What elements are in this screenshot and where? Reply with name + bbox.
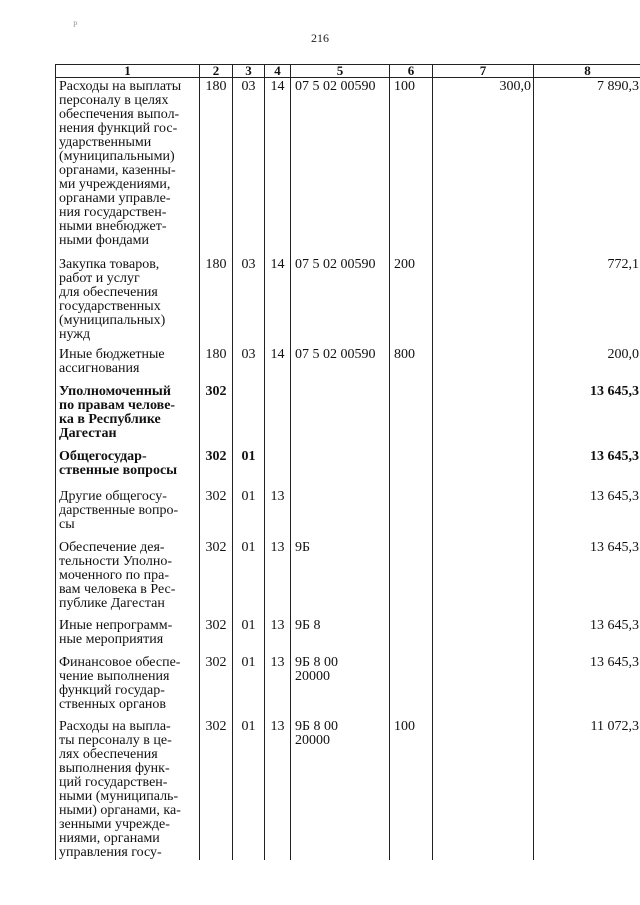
- header-row: [56, 65, 640, 78]
- row-section-cell: [233, 654, 265, 718]
- row-target-article-text: 9Б 8: [295, 617, 321, 633]
- row-subsection-text: 14: [270, 256, 285, 272]
- table-row: [56, 617, 640, 654]
- row-amount-8-text: 13 645,3: [590, 488, 639, 504]
- row-chapter-text: 180: [205, 346, 227, 362]
- row-amount-7-cell: [433, 448, 534, 488]
- row-amount-8-cell: [534, 718, 640, 860]
- table-row: [56, 383, 640, 448]
- row-amount-8-cell: [534, 488, 640, 539]
- row-target-article-cell: [291, 539, 390, 617]
- row-subsection-cell: [265, 256, 291, 346]
- table-row: [56, 256, 640, 346]
- row-section-cell: [233, 718, 265, 860]
- row-amount-8-text: 772,1: [607, 256, 639, 272]
- row-subsection-text: 13: [270, 617, 285, 633]
- row-name-text: Обеспечение дея- тельности Уполно- моченного по пра- вам человека в Рес- публике Дагестан: [59, 539, 176, 611]
- row-section-cell: [233, 78, 265, 256]
- row-chapter-text: 302: [205, 539, 227, 555]
- row-chapter-text: 302: [205, 654, 227, 670]
- row-section-cell: [233, 448, 265, 488]
- header-cell-7: 7: [433, 65, 534, 78]
- row-section-text: 03: [241, 79, 256, 94]
- row-name-text: Закупка товаров, работ и услуг для обеспечения государственных (муниципальных) нужд: [59, 256, 166, 342]
- row-name-text: Иные непрограмм- ные мероприятия: [59, 617, 173, 647]
- row-name-cell: [56, 617, 200, 654]
- table-body: [56, 78, 640, 860]
- table-row: [56, 488, 640, 539]
- row-amount-7-text: 300,0: [499, 79, 531, 94]
- row-amount-8-text: 13 645,3: [590, 617, 639, 633]
- row-expense-type-text: 100: [394, 79, 415, 94]
- row-section-text: 01: [241, 448, 256, 464]
- row-name-text: Расходы на выплаты персоналу в целях обеспечения выпол- нения функций гос- ударственными (муниципальными) органами, казенны- ми учреждениями, органами управле- ния государствен- ными внебюджет- ными фондами: [59, 79, 182, 248]
- table-row: [56, 346, 640, 383]
- row-expense-type-cell: [390, 448, 433, 488]
- row-subsection-cell: [265, 448, 291, 488]
- row-amount-8-text: 11 072,3: [590, 718, 639, 734]
- row-name-text: Финансовое обеспе- чение выполнения функций государ- ственных органов: [59, 654, 181, 712]
- page-number: 216: [311, 31, 329, 45]
- table-row: [56, 78, 640, 256]
- row-expense-type-cell: [390, 539, 433, 617]
- scan-speck: P: [73, 20, 78, 29]
- row-name-cell: [56, 383, 200, 448]
- row-chapter-cell: [200, 448, 233, 488]
- row-section-text: 01: [241, 654, 256, 670]
- row-expense-type-text: 200: [394, 256, 415, 272]
- row-amount-8-cell: [534, 617, 640, 654]
- header-cell-6: 6: [390, 65, 433, 78]
- row-chapter-cell: [200, 383, 233, 448]
- row-amount-8-cell: [534, 346, 640, 383]
- row-section-text: 01: [241, 488, 256, 504]
- row-subsection-cell: [265, 78, 291, 256]
- row-chapter-cell: [200, 539, 233, 617]
- row-section-text: 01: [241, 617, 256, 633]
- row-expense-type-cell: [390, 78, 433, 256]
- row-name-text: Расходы на выпла- ты персоналу в це- лях обеспечения выполнения функ- ций государствен- ными (муниципаль- ными) органами, ка- зенными учрежде- ниями, органами управления госу-: [59, 718, 181, 860]
- row-name-text: Уполномоченный по правам челове- ка в Республике Дагестан: [59, 383, 176, 441]
- row-expense-type-text: 100: [394, 718, 415, 734]
- row-expense-type-cell: [390, 654, 433, 718]
- row-section-text: 01: [241, 539, 256, 555]
- row-amount-7-cell: [433, 617, 534, 654]
- row-target-article-cell: [291, 617, 390, 654]
- row-name-cell: [56, 256, 200, 346]
- row-expense-type-cell: [390, 488, 433, 539]
- row-target-article-text: 07 5 02 00590: [295, 79, 376, 94]
- row-target-article-cell: [291, 488, 390, 539]
- row-subsection-text: 13: [270, 488, 285, 504]
- row-chapter-cell: [200, 718, 233, 860]
- row-chapter-text: 180: [205, 79, 227, 94]
- row-amount-8-cell: [534, 383, 640, 448]
- row-subsection-text: 13: [270, 539, 285, 555]
- row-amount-8-cell: [534, 78, 640, 256]
- table-row: [56, 654, 640, 718]
- row-subsection-text: 13: [270, 654, 285, 670]
- row-section-cell: [233, 383, 265, 448]
- row-chapter-text: 302: [205, 383, 227, 399]
- row-section-text: 01: [241, 718, 256, 734]
- row-subsection-cell: [265, 539, 291, 617]
- row-target-article-text: 07 5 02 00590: [295, 256, 376, 272]
- row-subsection-text: 14: [270, 79, 285, 94]
- row-amount-7-cell: [433, 718, 534, 860]
- row-target-article-cell: [291, 346, 390, 383]
- row-subsection-cell: [265, 617, 291, 654]
- row-amount-8-text: 13 645,3: [590, 383, 639, 399]
- row-amount-8-text: 13 645,3: [590, 448, 639, 464]
- row-chapter-text: 180: [205, 256, 227, 272]
- row-name-cell: [56, 718, 200, 860]
- row-chapter-text: 302: [205, 617, 227, 633]
- row-target-article-cell: [291, 718, 390, 860]
- row-target-article-text: 07 5 02 00590: [295, 346, 376, 362]
- row-expense-type-cell: [390, 256, 433, 346]
- row-chapter-cell: [200, 256, 233, 346]
- table-row: [56, 448, 640, 488]
- row-chapter-cell: [200, 617, 233, 654]
- row-name-text: Иные бюджетные ассигнования: [59, 346, 165, 376]
- row-subsection-cell: [265, 488, 291, 539]
- row-section-cell: [233, 617, 265, 654]
- row-section-cell: [233, 539, 265, 617]
- table-row: [56, 718, 640, 860]
- row-amount-8-cell: [534, 256, 640, 346]
- row-amount-7-cell: [433, 256, 534, 346]
- row-subsection-cell: [265, 718, 291, 860]
- table-row: [56, 539, 640, 617]
- row-subsection-cell: [265, 383, 291, 448]
- row-name-text: Общегосудар- ственные вопросы: [59, 448, 178, 478]
- row-name-cell: [56, 346, 200, 383]
- row-amount-7-cell: [433, 539, 534, 617]
- row-amount-8-cell: [534, 448, 640, 488]
- row-expense-type-cell: [390, 617, 433, 654]
- row-target-article-text: 9Б: [295, 539, 311, 555]
- row-target-article-cell: [291, 256, 390, 346]
- row-subsection-text: 13: [270, 718, 285, 734]
- row-subsection-cell: [265, 346, 291, 383]
- row-amount-8-cell: [534, 654, 640, 718]
- row-expense-type-cell: [390, 346, 433, 383]
- row-amount-7-cell: [433, 78, 534, 256]
- row-target-article-cell: [291, 383, 390, 448]
- row-name-text: Другие общегосу- дарственные вопро- сы: [59, 488, 179, 532]
- row-chapter-text: 302: [205, 488, 227, 504]
- row-target-article-text: 9Б 8 00 20000: [295, 654, 339, 684]
- row-amount-8-text: 200,0: [607, 346, 639, 362]
- row-expense-type-cell: [390, 718, 433, 860]
- header-cell-2: 2: [200, 65, 233, 78]
- row-subsection-cell: [265, 654, 291, 718]
- row-name-cell: [56, 539, 200, 617]
- row-expense-type-cell: [390, 383, 433, 448]
- row-chapter-cell: [200, 78, 233, 256]
- row-section-cell: [233, 488, 265, 539]
- row-section-cell: [233, 256, 265, 346]
- row-chapter-cell: [200, 346, 233, 383]
- header-cell-8: 8: [534, 65, 640, 78]
- row-name-cell: [56, 78, 200, 256]
- row-chapter-cell: [200, 654, 233, 718]
- row-target-article-text: 9Б 8 00 20000: [295, 718, 339, 748]
- budget-table: [55, 64, 640, 860]
- header-cell-3: 3: [233, 65, 265, 78]
- row-target-article-cell: [291, 78, 390, 256]
- row-subsection-text: 14: [270, 346, 285, 362]
- header-cell-4: 4: [265, 65, 291, 78]
- row-amount-8-text: 7 890,3: [597, 79, 639, 94]
- header-cell-1: 1: [56, 65, 200, 78]
- row-amount-8-cell: [534, 539, 640, 617]
- row-name-cell: [56, 448, 200, 488]
- row-name-cell: [56, 654, 200, 718]
- row-chapter-text: 302: [205, 448, 227, 464]
- row-section-cell: [233, 346, 265, 383]
- row-amount-7-cell: [433, 654, 534, 718]
- row-section-text: 03: [241, 346, 256, 362]
- row-name-cell: [56, 488, 200, 539]
- row-amount-7-cell: [433, 346, 534, 383]
- header-cell-5: 5: [291, 65, 390, 78]
- row-amount-7-cell: [433, 488, 534, 539]
- row-chapter-text: 302: [205, 718, 227, 734]
- row-target-article-cell: [291, 654, 390, 718]
- row-amount-8-text: 13 645,3: [590, 654, 639, 670]
- row-amount-8-text: 13 645,3: [590, 539, 639, 555]
- row-chapter-cell: [200, 488, 233, 539]
- row-expense-type-text: 800: [394, 346, 415, 362]
- row-target-article-cell: [291, 448, 390, 488]
- row-section-text: 03: [241, 256, 256, 272]
- row-amount-7-cell: [433, 383, 534, 448]
